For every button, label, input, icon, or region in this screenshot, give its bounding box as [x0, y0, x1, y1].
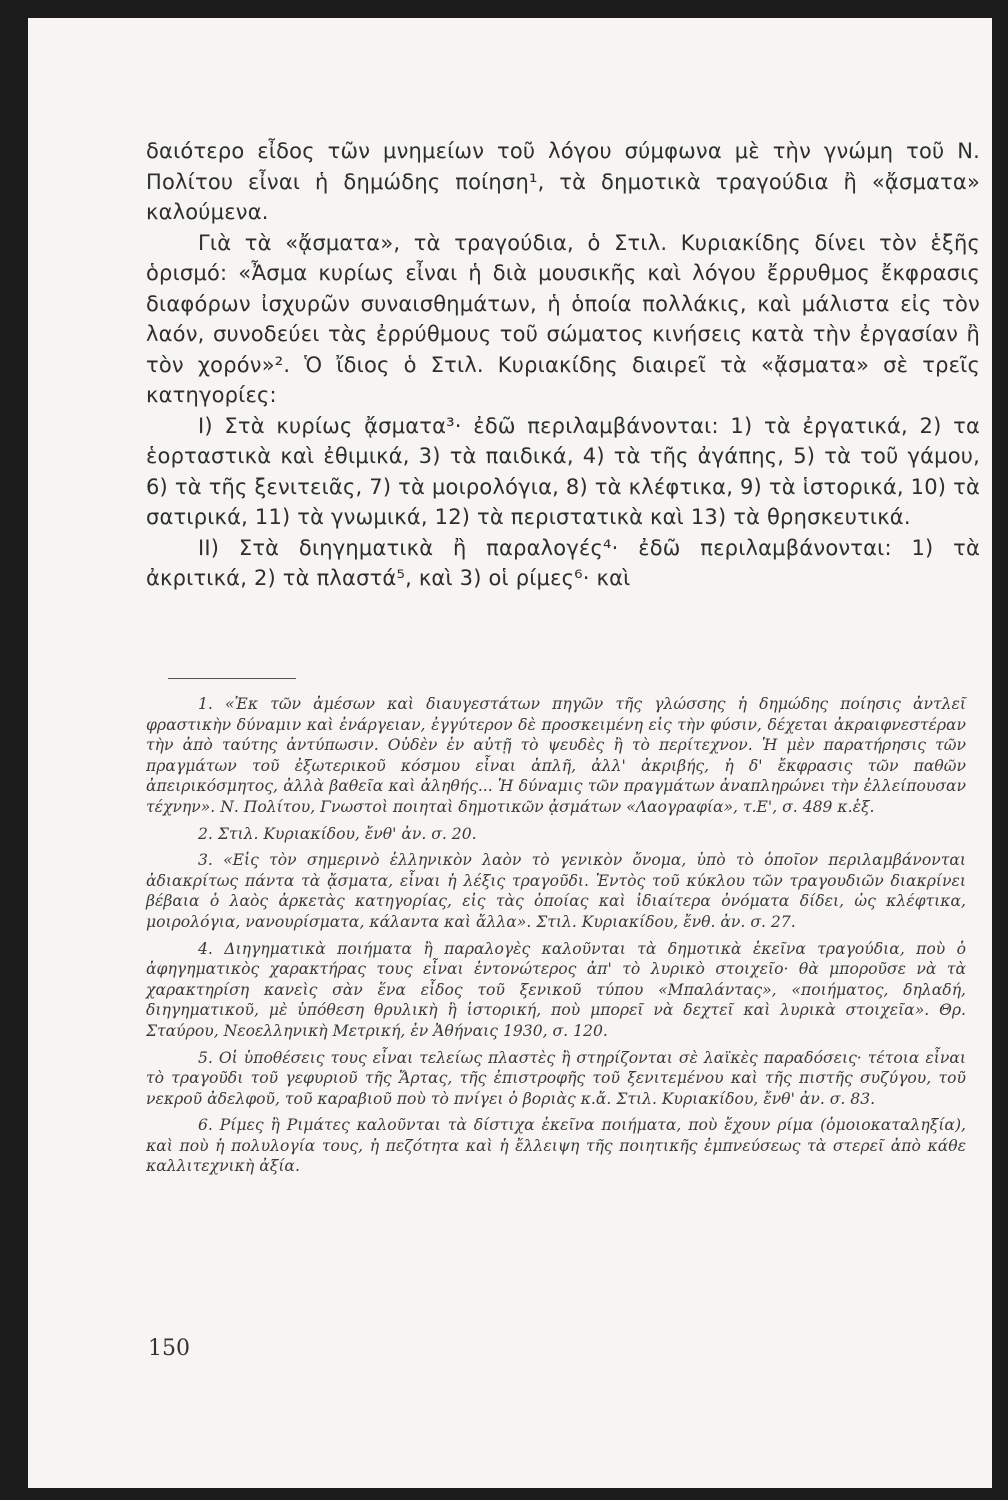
page-number: 150	[148, 1336, 190, 1361]
paragraph-continuation: δαιότερο εἶδος τῶν μνημείων τοῦ λόγου σύμφωνα μὲ τὴν γνώμη τοῦ Ν. Πολίτου εἶναι ἡ δημώδης ποίηση¹, τὰ δημοτικὰ τραγούδια ἢ «ᾄσματα» καλούμενα.	[146, 139, 980, 224]
paragraph-definition: Γιὰ τὰ «ᾄσματα», τὰ τραγούδια, ὁ Στιλ. Κυριακίδης δίνει τὸν ἑξῆς ὁρισμό: «Ἆσμα κυρίως εἶναι ἡ διὰ μουσικῆς καὶ λόγου ἔρρυθμος ἔκφρασις διαφόρων ἰσχυρῶν συναισθημάτων, ἡ ὁποία πολλάκις, καὶ μάλιστα εἰς τὸν λαόν, συνοδεύει τὰς ἐρρύθμους τοῦ σώματος κινήσεις κατὰ τὴν ἐργασίαν ἢ τὸν χορόν»². Ὁ ἴδιος ὁ Στιλ. Κυριακίδης διαιρεῖ τὰ «ᾄσματα» σὲ τρεῖς κατηγορίες:	[146, 230, 980, 407]
body-text	[146, 136, 980, 594]
paragraph-category-two: ΙΙ) Στὰ διηγηματικὰ ἢ παραλογές⁴· ἐδῶ περιλαμβάνονται: 1) τὰ ἀκριτικά, 2) τὰ πλαστά⁵, καὶ 3) οἱ ρίμες⁶· καὶ	[146, 535, 980, 590]
paragraph-category-one: Ι) Στὰ κυρίως ᾄσματα³· ἐδῶ περιλαμβάνονται: 1) τὰ ἐργατικά, 2) τα ἑορταστικὰ καὶ ἐθιμικά, 3) τὰ παιδικά, 4) τὰ τῆς ἀγάπης, 5) τὰ τοῦ γάμου, 6) τὰ τῆς ξενιτειᾶς, 7) τὰ μοιρολόγια, 8) τὰ κλέφτικα, 9) τὰ ἱστορικά, 10) τὰ σατιρικά, 11) τὰ γνωμικά, 12) τὰ περιστατικὰ καὶ 13) τὰ θρησκευτικά.	[146, 413, 980, 529]
document-page	[28, 18, 992, 1488]
footnote-2: 2. Στιλ. Κυριακίδου, ἔνθ' ἀν. σ. 20.	[198, 824, 477, 843]
footnote-5: 5. Οἱ ὑποθέσεις τους εἶναι τελείως πλαστὲς ἢ στηρίζονται σὲ λαϊκὲς παραδόσεις· τέτοια εἶναι τὸ τραγοῦδι τοῦ γεφυριοῦ τῆς Ἄρτας, τῆς ἐπιστροφῆς τοῦ ξενιτεμένου καὶ τῆς πιστῆς συζύγου, τοῦ νεκροῦ ἀδελφοῦ, τοῦ καραβιοῦ ποὺ τὸ πνίγει ὁ βοριὰς κ.ἄ. Στιλ. Κυριακίδου, ἔνθ' ἀν. σ. 83.	[146, 1048, 966, 1108]
footnote-1: 1. «Ἐκ τῶν ἀμέσων καὶ διαυγεστάτων πηγῶν τῆς γλώσσης ἡ δημώδης ποίησις ἀντλεῖ φραστικὴν δύναμιν καὶ ἐνάργειαν, ἐγγύτερον δὲ προσκειμένη εἰς τὴν φύσιν, δέχεται ἀκραιφνεστέραν τὴν ἀπὸ ταύτης ἀντύπωσιν. Οὐδὲν ἐν αὐτῇ τὸ ψευδὲς ἢ τὸ περίτεχνον. Ἡ μὲν παρατήρησις τῶν πραγμάτων τοῦ ἐξωτερικοῦ κόσμου εἶναι ἁπλῆ, ἀλλ' ἀκριβής, ἡ δ' ἔκφρασις τῶν παθῶν ἀπειρικόσμητος, ἀλλὰ βαθεῖα καὶ ἀληθής... Ἡ δύναμις τῶν πραγμάτων ἀναπληρώνει τὴν ἐλλείπουσαν τέχνην». Ν. Πολίτου, Γνωστοὶ ποιηταὶ δημοτικῶν ᾀσμάτων «Λαογραφία», τ.Ε', σ. 489 κ.ἑξ.	[146, 695, 966, 816]
footnote-3: 3. «Εἰς τὸν σημερινὸ ἑλληνικὸν λαὸν τὸ γενικὸν ὄνομα, ὑπὸ τὸ ὁποῖον περιλαμβάνονται ἀδιακρίτως πάντα τὰ ᾄσματα, εἶναι ἡ λέξις τραγοῦδι. Ἐντὸς τοῦ κύκλου τῶν τραγουδιῶν διακρίνει βέβαια ὁ λαὸς ἀρκετὰς κατηγορίας, εἰς τὰς ὁποίας καὶ ἰδιαίτερα ὀνόματα δίδει, ὡς κλέφτικα, μοιρολόγια, νανουρίσματα, κάλαντα καὶ ἄλλα». Στιλ. Κυριακίδου, ἔνθ. ἀν. σ. 27.	[146, 851, 966, 931]
footnote-4: 4. Διηγηματικὰ ποιήματα ἢ παραλογὲς καλοῦνται τὰ δημοτικὰ ἐκεῖνα τραγούδια, ποὺ ὁ ἀφηγηματικὸς χαρακτήρας τους εἶναι ἐντονώτερος ἀπ' τὸ λυρικὸ στοιχεῖο· θὰ μποροῦσε νὰ τὰ χαρακτηρίση κανεὶς σὰν ἕνα εἶδος τοῦ ξενικοῦ τύπου «Μπαλάντας», «ποιήματος, δηλαδή, διηγηματικοῦ, μὲ ὑπόθεση θρυλικὴ ἢ ἱστορική, ποὺ μπορεῖ νὰ δεχτεῖ καὶ λυρικὰ στοιχεῖα». Θρ. Σταύρου, Νεοελληνικὴ Μετρική, ἐν Ἀθήναις 1930, σ. 120.	[146, 939, 966, 1040]
footnote-6: 6. Ρίμες ἢ Ριμάτες καλοῦνται τὰ δίστιχα ἐκεῖνα ποιήματα, ποὺ ἔχουν ρίμα (ὁμοιοκαταληξία), καὶ ποὺ ἡ πολυλογία τους, ἡ πεζότητα καὶ ἡ ἔλλειψη τῆς ποιητικῆς ἐμπνεύσεως τὰ στερεῖ ἀπὸ κάθε καλλιτεχνικὴ ἀξία.	[146, 1116, 966, 1176]
footnote-divider	[168, 678, 296, 679]
footnotes	[146, 694, 966, 1183]
